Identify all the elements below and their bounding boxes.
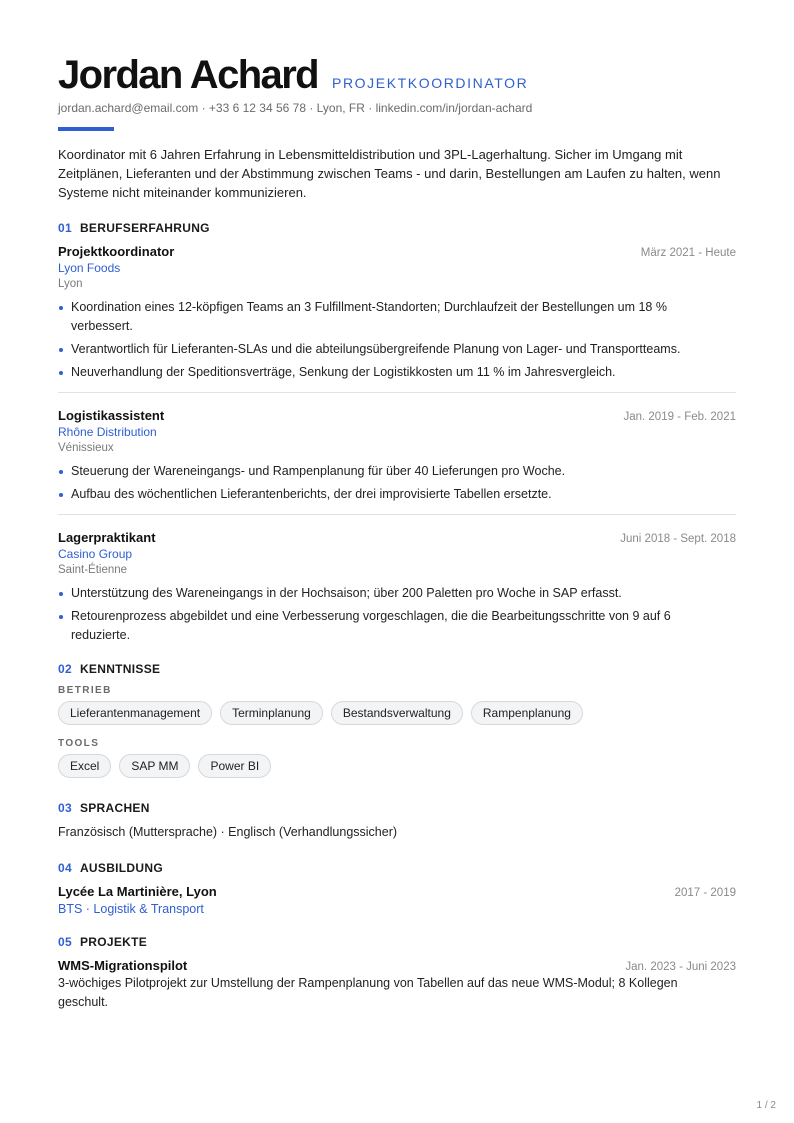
skills-betrieb-chips	[58, 701, 583, 725]
job-bullet: Unterstützung des Wareneingangs in der Hochsaison; über 200 Paletten pro Woche in SAP erfasst.	[58, 584, 723, 603]
section-label: BERUFSERFAHRUNG	[79, 221, 210, 235]
section-number: 05	[58, 935, 72, 949]
section-education-title	[58, 861, 163, 875]
project-description: 3-wöchiges Pilotprojekt zur Umstellung der Rampenplanung von Tabellen auf das neue WMS-Modul; 8 Kollegen geschult.	[58, 976, 678, 1009]
project-title: WMS-Migrationspilot	[58, 958, 188, 973]
job-bullet: Retourenprozess abgebildet und eine Verbesserung vorgeschlagen, die die Bearbeitungsschritte von 9 auf 6 reduzierte.	[58, 607, 708, 645]
section-label: PROJEKTE	[79, 935, 148, 949]
job-title: Lagerpraktikant	[58, 530, 156, 545]
job-date: März 2021 - Heute	[640, 247, 736, 259]
job-bullet: Steuerung der Wareneingangs- und Rampenplanung für über 40 Lieferungen pro Woche.	[58, 462, 723, 481]
education-degree: BTS · Logistik & Transport	[58, 902, 204, 916]
accent-bar	[58, 127, 114, 131]
contact-line: jordan.achard@email.com · +33 6 12 34 56 78 · Lyon, FR · linkedin.com/in/jordan-achard	[58, 101, 533, 115]
skill-chip: Bestandsverwaltung	[331, 701, 463, 725]
job-entry	[58, 244, 736, 386]
section-label: SPRACHEN	[79, 801, 150, 815]
job-divider	[58, 392, 736, 393]
section-number: 03	[58, 801, 72, 815]
job-bullets	[58, 462, 736, 504]
section-number: 01	[58, 221, 72, 235]
profile-summary: Koordinator mit 6 Jahren Erfahrung in Lebensmitteldistribution und 3PL-Lagerhaltung. Sicher im Umgang mit Zeitplänen, Lieferanten und der Abstimmung zwischen Teams - und darin, Bestellungen am Laufen zu halten, wenn Systeme nicht miteinander kommunizieren.	[58, 147, 721, 200]
skills-group-label: TOOLS	[58, 738, 100, 749]
job-divider	[58, 514, 736, 515]
skills-group-label: BETRIEB	[58, 685, 112, 696]
skill-chip: SAP MM	[119, 754, 190, 778]
job-entry	[58, 408, 736, 508]
skill-chip: Rampenplanung	[471, 701, 583, 725]
skill-chip: Lieferantenmanagement	[58, 701, 212, 725]
section-number: 04	[58, 861, 72, 875]
job-bullets	[58, 298, 736, 382]
candidate-name: Jordan Achard	[58, 53, 319, 97]
job-title: Projektkoordinator	[58, 244, 175, 259]
job-title: Logistikassistent	[58, 408, 165, 423]
skill-chip: Terminplanung	[220, 701, 323, 725]
candidate-role: PROJEKTKOORDINATOR	[332, 75, 529, 91]
languages-text: Französisch (Muttersprache) · Englisch (Verhandlungssicher)	[58, 825, 398, 839]
skill-chip: Excel	[58, 754, 111, 778]
job-date: Jan. 2019 - Feb. 2021	[623, 411, 736, 423]
skill-chip: Power BI	[198, 754, 271, 778]
job-bullet: Neuverhandlung der Speditionsverträge, Senkung der Logistikkosten um 11 % im Jahresvergleich.	[58, 363, 723, 382]
job-bullet: Koordination eines 12-köpfigen Teams an 3 Fulfillment-Standorten; Durchlaufzeit der Bestellungen um 18 % verbessert.	[58, 298, 698, 336]
job-location: Saint-Étienne	[58, 564, 128, 576]
section-label: AUSBILDUNG	[79, 861, 163, 875]
section-languages-title	[58, 801, 150, 815]
education-school: Lycée La Martinière, Lyon	[58, 884, 217, 899]
education-entry	[58, 884, 736, 899]
education-date: 2017 - 2019	[674, 887, 736, 899]
skills-tools-chips	[58, 754, 271, 778]
project-entry	[58, 958, 736, 973]
resume-header	[58, 52, 528, 98]
section-skills-title	[58, 662, 160, 676]
project-date: Jan. 2023 - Juni 2023	[625, 961, 736, 973]
job-company: Casino Group	[58, 547, 133, 561]
job-bullet: Verantwortlich für Lieferanten-SLAs und die abteilungsübergreifende Planung von Lager- und Transportteams.	[58, 340, 723, 359]
page-number: 1 / 2	[756, 1100, 776, 1111]
job-bullet: Aufbau des wöchentlichen Lieferantenberichts, der drei improvisierte Tabellen ersetzte.	[58, 485, 723, 504]
job-location: Lyon	[58, 278, 83, 290]
job-company: Lyon Foods	[58, 261, 121, 275]
section-number: 02	[58, 662, 72, 676]
job-bullets	[58, 584, 736, 645]
section-projects-title	[58, 935, 147, 949]
section-label: KENNTNISSE	[79, 662, 161, 676]
job-company: Rhône Distribution	[58, 425, 157, 439]
job-location: Vénissieux	[58, 442, 114, 454]
section-experience-title	[58, 221, 210, 235]
job-entry	[58, 530, 736, 649]
job-date: Juni 2018 - Sept. 2018	[620, 533, 736, 545]
